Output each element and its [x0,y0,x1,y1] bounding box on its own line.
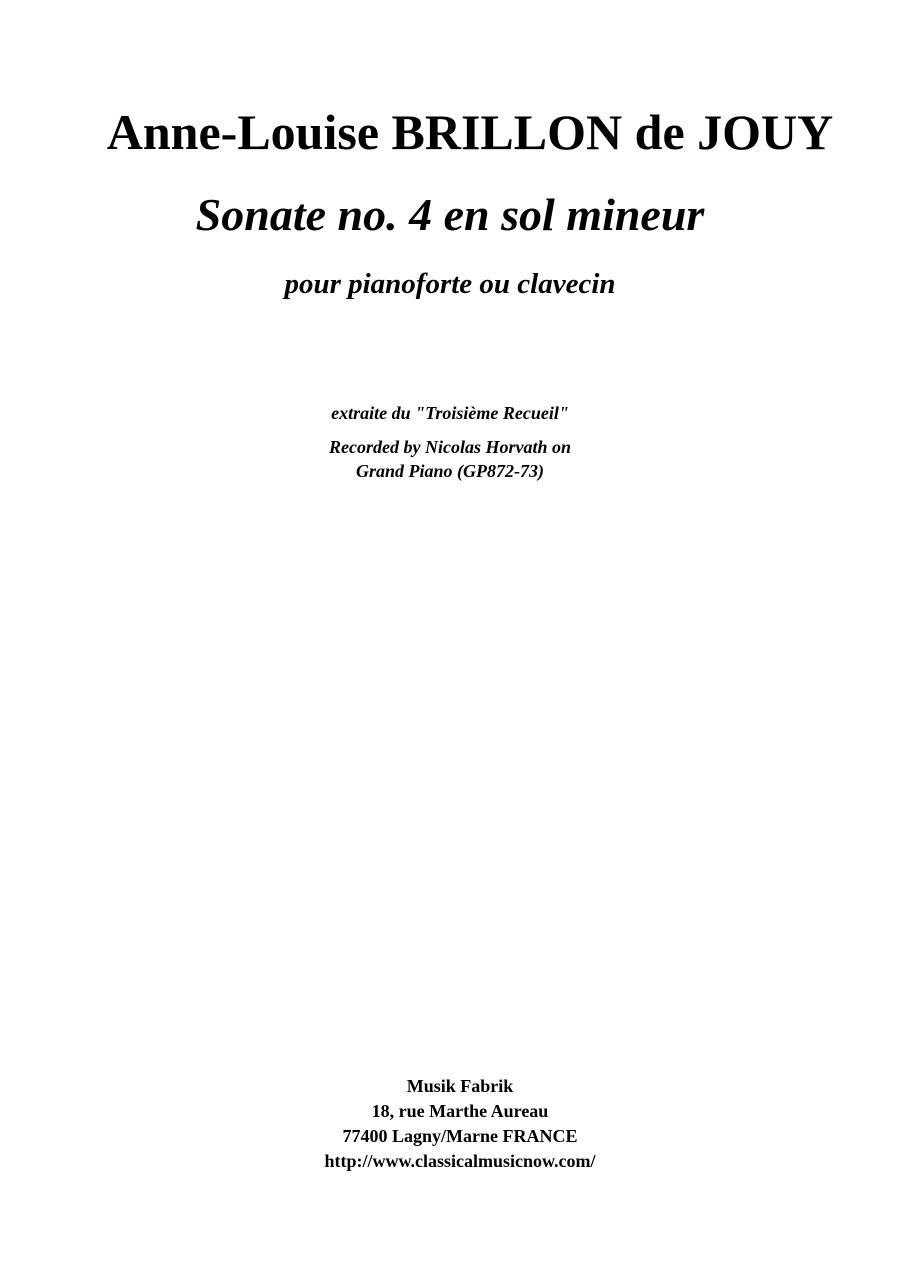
publisher-city: 77400 Lagny/Marne FRANCE [342,1126,578,1146]
recording-note-line1: Recorded by Nicolas Horvath on [329,437,571,457]
source-note: extraite du "Troisième Recueil" [331,403,569,423]
composer-name: Anne-Louise BRILLON de JOUY [106,104,834,160]
publisher-name: Musik Fabrik [406,1076,514,1096]
publisher-website: http://www.classicalmusicnow.com/ [324,1151,596,1171]
work-subtitle: pour pianoforte ou clavecin [284,268,616,300]
work-title: Sonate no. 4 en sol mineur [195,189,705,240]
recording-note-line2: Grand Piano (GP872-73) [356,461,544,481]
publisher-street: 18, rue Marthe Aureau [371,1101,549,1121]
